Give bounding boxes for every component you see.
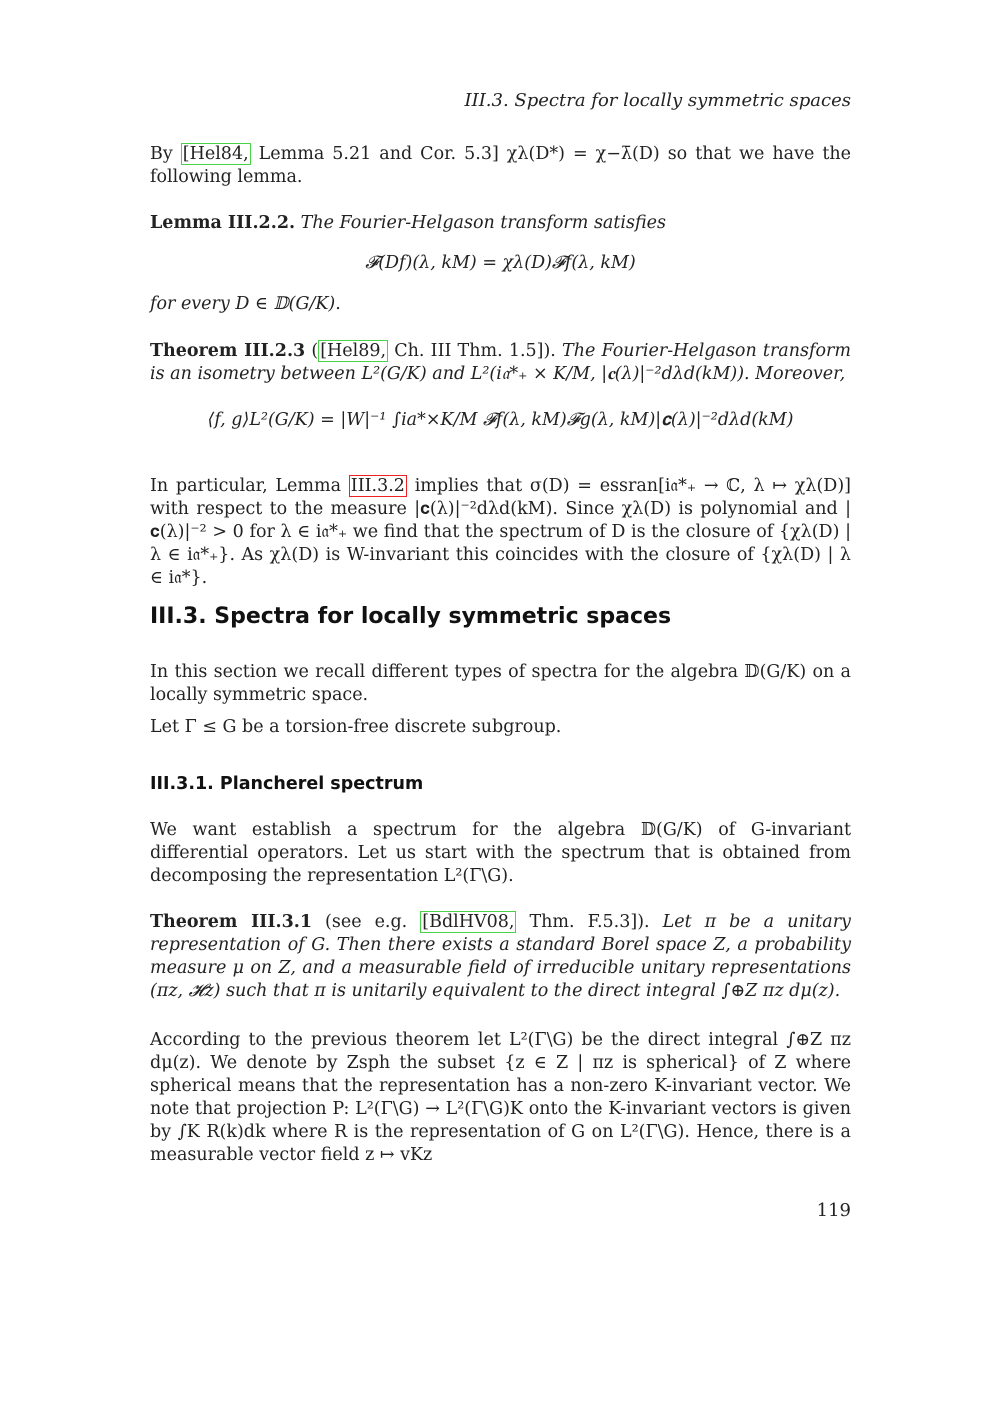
intro-paragraph: [150, 143, 851, 189]
subsection-paragraph: We want establish a spectrum for the algebra 𝔻(G/K) of G-invariant differential operators. Let us start with the spectrum that is obtained from decomposing the representation L²(Γ\G).: [150, 820, 851, 886]
theorem-223: [150, 340, 851, 386]
theorem-331: [150, 911, 851, 1003]
particular-pre: In particular, Lemma: [150, 476, 349, 496]
section-paragraph-1: In this section we recall different types of spectra for the algebra 𝔻(G/K) on a locally symmetric space.: [150, 662, 851, 705]
lemma-equation: 𝓕(Df)(λ, kM) = χλ(D)𝓕f(λ, kM): [365, 253, 636, 273]
intro-pre: By: [150, 144, 181, 164]
lemma-label: Lemma III.2.2.: [150, 213, 296, 233]
running-header: III.3. Spectra for locally symmetric spaces: [464, 90, 851, 111]
page-number: 119: [816, 1200, 851, 1221]
intro-post: Lemma 5.21 and Cor. 5.3] χλ(D*) = χ−λ̄(D) so that we have the following lemma.: [150, 144, 851, 187]
theorem-331-open: (see e.g.: [312, 912, 421, 932]
theorem-223-statement-2: isometry between L²(G/K) and L²(i𝔞*₊ × K/M, |𝐜(λ)|⁻²dλd(kM)). Moreover,: [197, 364, 846, 384]
particular-paragraph: [150, 475, 851, 590]
theorem-331-label: Theorem III.3.1: [150, 912, 313, 932]
section-paragraph-2: Let Γ ≤ G be a torsion-free discrete subgroup.: [150, 717, 562, 737]
section-heading: III.3. Spectra for locally symmetric spaces: [150, 604, 672, 629]
lemma-tail: for every D ∈ 𝔻(G/K).: [150, 294, 341, 314]
ref-lemma-iii-3-2[interactable]: III.3.2: [350, 476, 405, 496]
theorem-223-statement-1: The Fourier-Helgason transform is an: [150, 341, 851, 384]
lemma-block: [150, 212, 851, 235]
citation-hel89[interactable]: [Hel89,: [320, 341, 387, 361]
theorem-223-label: Theorem III.2.3: [150, 341, 306, 361]
citation-bdlhv08[interactable]: [BdlHV08,: [422, 912, 515, 932]
subsection-heading: III.3.1. Plancherel spectrum: [150, 774, 424, 794]
lemma-statement: The Fourier-Helgason transform satisfies: [300, 213, 666, 233]
citation-hel84[interactable]: [Hel84,: [182, 144, 249, 164]
theorem-331-cite-rest: Thm. F.5.3]).: [516, 912, 650, 932]
theorem-223-open: (: [305, 341, 319, 361]
theorem-223-cite-rest: Ch. III Thm. 1.5]).: [388, 341, 556, 361]
final-paragraph: According to the previous theorem let L²(Γ\G) be the direct integral ∫⊕Z πz dμ(z). We denote by Zsph the subset {z ∈ Z | πz is spherical} of Z where spherical means that the representation has a non-zero K-invariant vector. We note that projection P: L²(Γ\G) → L²(Γ\G)K onto the K-invariant vectors is given by ∫K R(k)dk where R is the representation of G on L²(Γ\G). Hence, there is a measurable vector field z ↦ vKz: [150, 1030, 851, 1165]
theorem-331-statement: Let π be a unitary representation of G. Then there exists a standard Borel space Z, a probability measure μ on Z, and a measurable field of irreducible unitary representations (πz, 𝓗z) such that π is unitarily equivalent to the direct integral ∫⊕Z πz dμ(z).: [150, 912, 851, 1001]
particular-post: implies that σ(D) = essran[i𝔞*₊ → ℂ, λ ↦ χλ(D)] with respect to the measure |𝐜(λ)|⁻²dλd(kM). Since χλ(D) is polynomial and |𝐜(λ)|⁻² > 0 for λ ∈ i𝔞*₊ we find that the spectrum of D is the closure of {χλ(D) | λ ∈ i𝔞*₊}. As χλ(D) is W-invariant this coincides with the closure of {χλ(D) | λ ∈ i𝔞*}.: [150, 476, 851, 588]
theorem-223-equation: ⟨f, g⟩L²(G/K) = |W|⁻¹ ∫ia*×K/M 𝓕f(λ, kM)𝓕g(λ, kM)|𝐜(λ)|⁻²dλd(kM): [207, 410, 794, 430]
